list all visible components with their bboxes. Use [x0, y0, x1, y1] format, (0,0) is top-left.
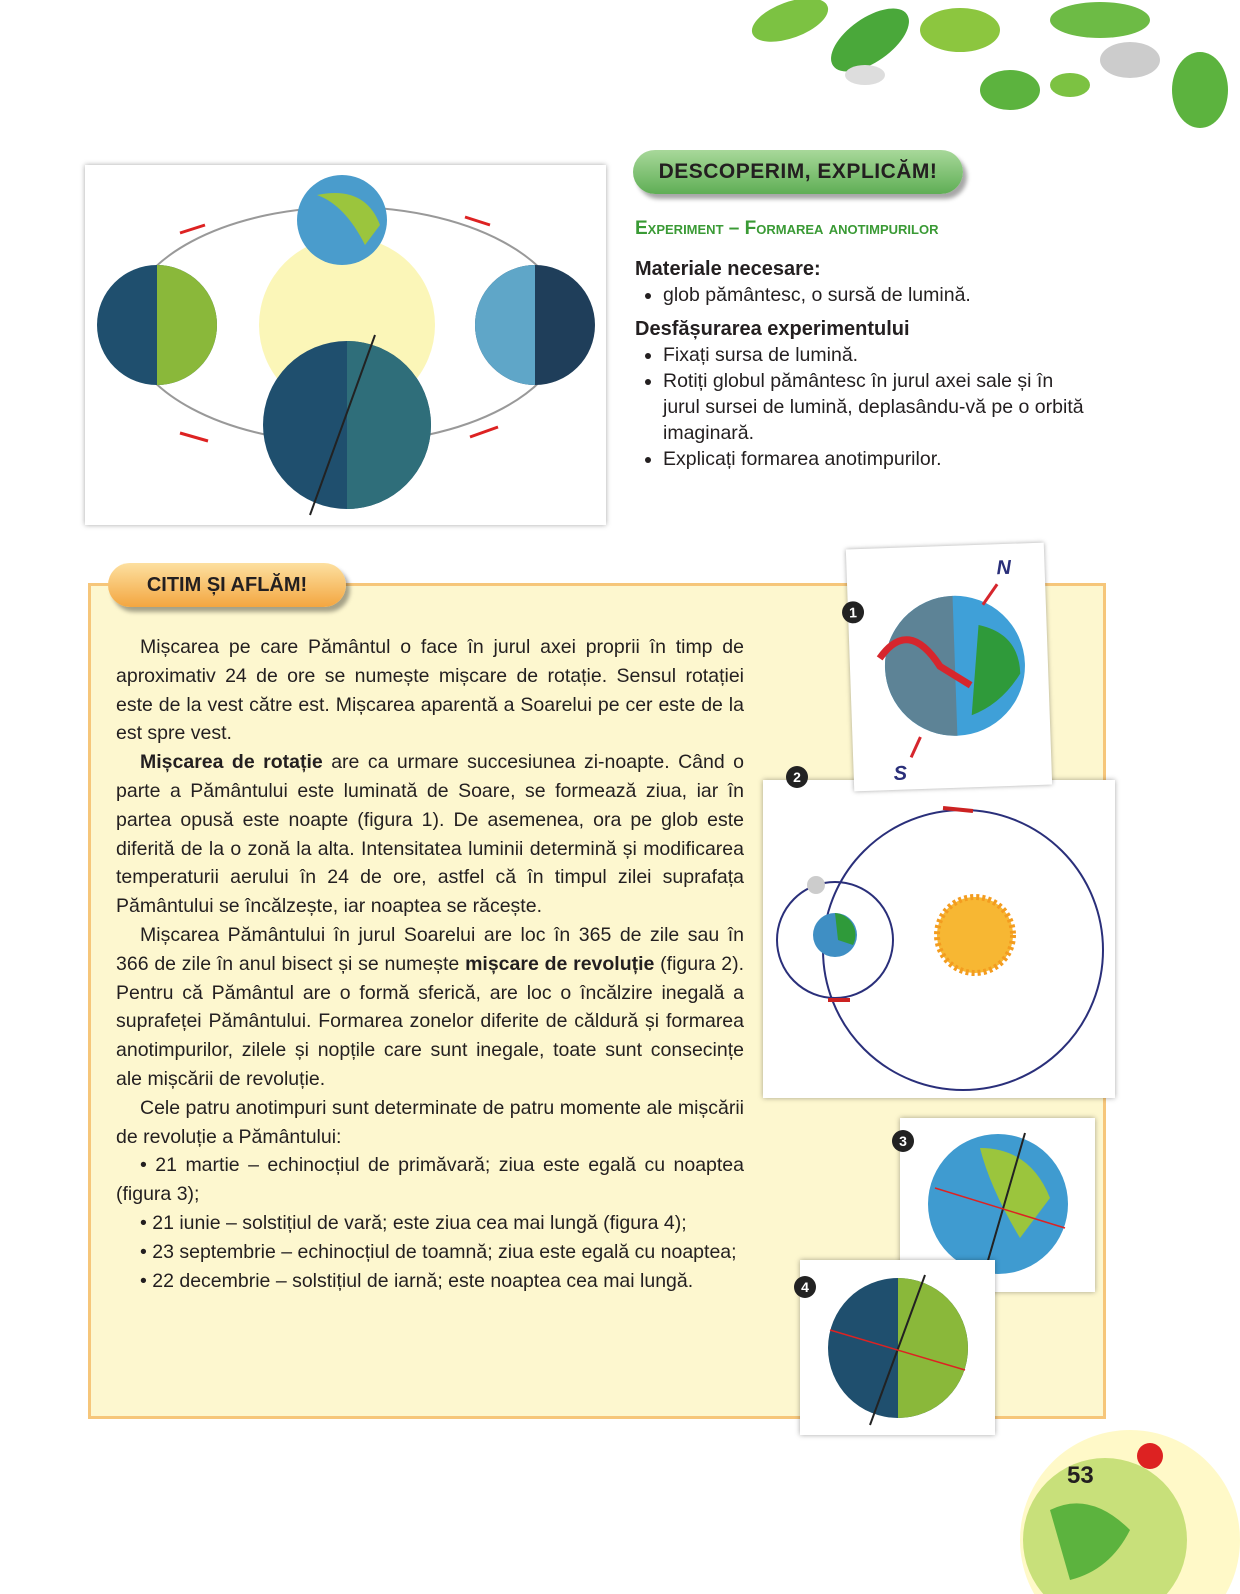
paragraph: Mișcarea pe care Pământul o face în jurul axei proprii în timp de aproximativ 24 de ore se numește mișcare de rotație. Sensul rotației este de la vest către est. Mișcarea aparentă a Soarelui pe cer este de la est spre vest. [116, 636, 744, 745]
main-text [116, 633, 744, 1295]
paragraph [116, 921, 744, 1094]
figure-4-solstice [800, 1260, 995, 1435]
descoperim-banner: DESCOPERIM, EXPLICĂM! [633, 150, 963, 194]
step-item: • Fixați sursa de lumină. [663, 342, 1095, 368]
figure-number: 2 [786, 766, 808, 788]
experiment-content [635, 256, 1095, 480]
experiment-title: Experiment – Formarea anotimpurilor [635, 218, 939, 239]
season-item: • 21 martie – echinocțiul de primăvară; ziua este egală cu noaptea (figura 3); [116, 1154, 744, 1206]
figure-number: 1 [842, 601, 865, 624]
paragraph-text: are ca urmare succesiunea zi-noapte. Când o parte a Pământului este luminată de Soare, se formează ziua, iar în partea opusă este noapte (figura 1). De asemenea, ora pe glob este diferită de la o zonă la alta. Intensitatea luminii determină și modificarea temperaturii aerului în 24 de ore, astfel că în timpul zilei suprafața Pământului se încălzește, iar noaptea se răcește. [116, 751, 744, 918]
citim-banner: CITIM ȘI AFLĂM! [108, 563, 346, 607]
steps-heading: Desfășurarea experimentului [635, 318, 910, 340]
bold-term: mișcare de revoluție [465, 952, 655, 975]
paragraph-text: Mișcarea Pământului în jurul Soarelui are loc în 365 de zile sau în 366 de zile în anul bisect și se numește [116, 923, 744, 975]
south-label: S [893, 762, 908, 785]
figure-number: 4 [794, 1276, 816, 1298]
leaves-decoration [730, 0, 1240, 140]
figure-2-revolution [763, 769, 1115, 1098]
season-item: • 21 iunie – solstițiul de vară; este ziua cea mai lungă (figura 4); [140, 1211, 687, 1234]
step-item: • Rotiți globul pământesc în jurul axei sale și în jurul sursei de lumină, deplasându-vă pe o orbită imaginară. [663, 368, 1095, 446]
season-item: • 23 septembrie – echinocțiul de toamnă; ziua este egală cu noaptea; [140, 1240, 737, 1263]
figure-1-rotation [846, 543, 1052, 792]
north-label: N [996, 556, 1012, 580]
seasons-orbit-figure [85, 165, 606, 525]
paragraph [116, 748, 744, 921]
figure-number: 3 [892, 1130, 914, 1152]
paragraph: Cele patru anotimpuri sunt determinate de patru momente ale mișcării de revoluție a Pământului: [116, 1096, 744, 1148]
globe-page-decoration [1010, 1420, 1240, 1594]
step-item: • Explicați formarea anotimpurilor. [663, 446, 1095, 472]
materials-heading: Materiale necesare: [635, 258, 821, 280]
paragraph-text: (figura 2). Pentru că Pământul are o formă sferică, are loc o încălzire inegală a suprafeței Pământului. Formarea zonelor diferite de căldură și formarea anotimpurilor, zilele și nopțile care sunt inegale, toate sunt consecințe ale mișcării de revoluție. [116, 952, 744, 1090]
season-item: • 22 decembrie – solstițiul de iarnă; este noaptea cea mai lungă. [140, 1269, 694, 1292]
page-number: 53 [1067, 1462, 1094, 1489]
material-item: • glob pământesc, o sursă de lumină. [663, 282, 1095, 308]
bold-term: Mișcarea de rotație [140, 751, 323, 774]
